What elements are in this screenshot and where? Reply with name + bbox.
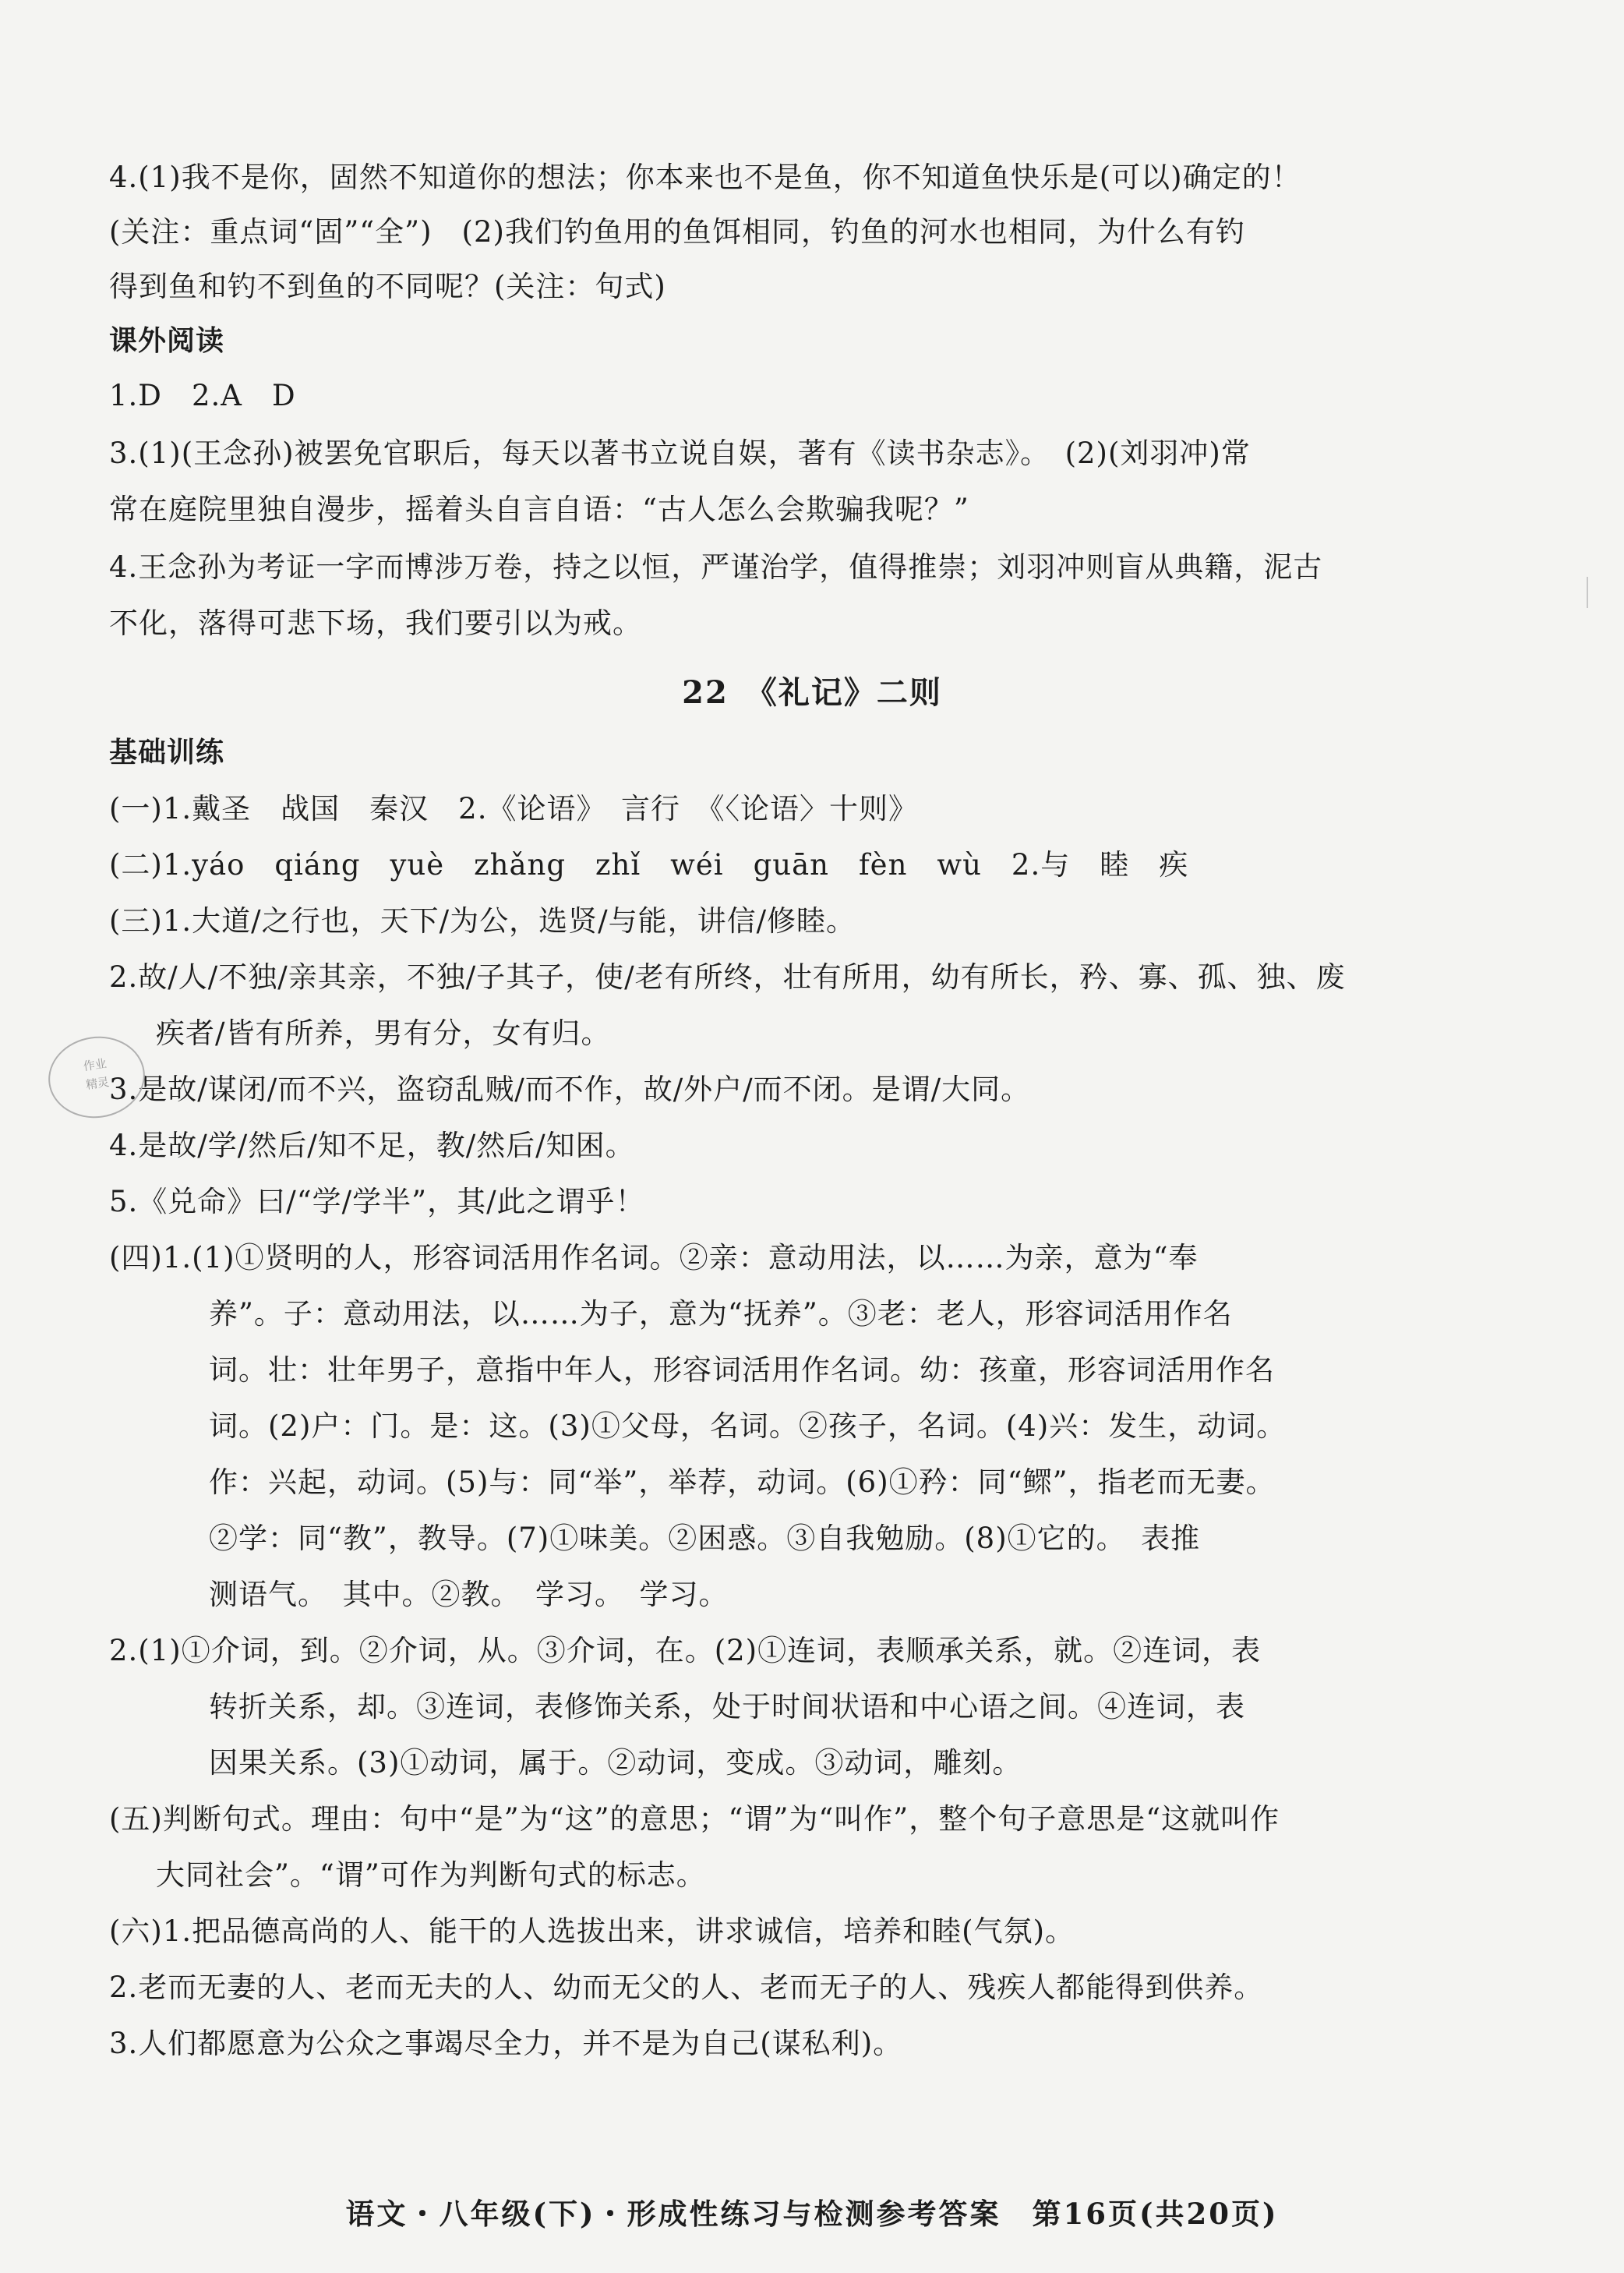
answer-line: (六)1.把品德高尚的人、能干的人选拔出来，讲求诚信，培养和睦(气氛)。 <box>109 1914 1075 1948</box>
answer-line: 养”。子：意动用法，以……为子，意为“抚养”。③老：老人，形容词活用作名 <box>209 1297 1233 1331</box>
answer-line: 测语气。 其中。②教。 学习。 学习。 <box>209 1578 729 1611</box>
answer-line: 得到鱼和钓不到鱼的不同呢？(关注：句式) <box>109 270 666 303</box>
answer-line: 4.是故/学/然后/知不足，教/然后/知困。 <box>109 1129 635 1162</box>
answer-line: 2.故/人/不独/亲其亲，不独/子其子，使/老有所终，壮有所用，幼有所长，矜、寡、孤、独、废 <box>109 960 1346 994</box>
answer-line: 2.(1)①介词，到。②介词，从。③介词，在。(2)①连词，表顺承关系，就。②连词，表 <box>109 1634 1262 1667</box>
lesson-title: 22 《礼记》二则 <box>682 674 942 711</box>
watermark-stamp <box>43 1030 150 1124</box>
answer-line: 3.(1)(王念孙)被罢免官职后，每天以著书立说自娱，著有《读书杂志》。 (2)(刘羽冲)常 <box>109 437 1251 470</box>
answer-line: 疾者/皆有所养，男有分，女有归。 <box>156 1016 611 1050</box>
answer-line: 词。壮：壮年男子，意指中年人，形容词活用作名词。幼：孩童，形容词活用作名 <box>209 1353 1275 1387</box>
answer-line: 作：兴起，动词。(5)与：同“举”，举荐，动词。(6)①矜：同“鳏”，指老而无妻。 <box>209 1465 1276 1499</box>
answer-line: (五)判断句式。理由：句中“是”为“这”的意思；“谓”为“叫作”，整个句子意思是“这就叫作 <box>109 1802 1280 1836</box>
answer-line: (四)1.(1)①贤明的人，形容词活用作名词。②亲：意动用法，以……为亲，意为“奉 <box>109 1241 1199 1274</box>
page-footer: 语文・八年级(下)・形成性练习与检测参考答案 第16页(共20页) <box>345 2197 1279 2231</box>
answer-line: (关注：重点词“固”“全”) (2)我们钓鱼用的鱼饵相同，钓鱼的河水也相同，为什么有钓 <box>109 215 1245 249</box>
answer-line: (三)1.大道/之行也，天下/为公，选贤/与能，讲信/修睦。 <box>109 904 856 938</box>
answer-line: 常在庭院里独自漫步，摇着头自言自语：“古人怎么会欺骗我呢？” <box>109 493 969 526</box>
answer-line: 3.人们都愿意为公众之事竭尽全力，并不是为自己(谋私利)。 <box>109 2027 903 2060</box>
answer-line: 词。(2)户：门。是：这。(3)①父母，名词。②孩子，名词。(4)兴：发生，动词。 <box>209 1409 1287 1443</box>
answer-line: 4.(1)我不是你，固然不知道你的想法；你本来也不是鱼，你不知道鱼快乐是(可以)确定的！ <box>109 161 1301 194</box>
stamp-text: 精灵 <box>84 1074 111 1092</box>
section-heading-extracurricular: 课外阅读 <box>109 325 225 357</box>
scan-mark <box>1587 577 1588 608</box>
answer-line: 5.《兑命》曰/“学/学半”，其/此之谓乎！ <box>109 1185 645 1218</box>
answer-line: 转折关系，却。③连词，表修饰关系，处于时间状语和中心语之间。④连词，表 <box>209 1690 1245 1723</box>
answer-line: (二)1.yáo qiáng yuè zhǎng zhǐ wéi guān fèn wù 2.与 睦 疾 <box>109 848 1189 882</box>
answer-line: 因果关系。(3)①动词，属于。②动词，变成。③动词，雕刻。 <box>209 1746 1022 1780</box>
answer-line: 1.D 2.A D <box>109 379 296 412</box>
stamp-text: 作业 <box>82 1056 108 1074</box>
answer-line: 不化，落得可悲下场，我们要引以为戒。 <box>109 606 642 640</box>
answer-line: 大同社会”。“谓”可作为判断句式的标志。 <box>156 1858 706 1892</box>
answer-line: 4.王念孙为考证一字而博涉万卷，持之以恒，严谨治学，值得推崇；刘羽冲则盲从典籍，泥古 <box>109 550 1323 584</box>
answer-line: ②学：同“教”，教导。(7)①味美。②困惑。③自我勉励。(8)①它的。 表推 <box>209 1522 1201 1555</box>
answer-line: (一)1.戴圣 战国 秦汉 2.《论语》 言行 《〈论语〉十则》 <box>109 792 918 825</box>
answer-line: 3.是故/谋闭/而不兴，盗窃乱贼/而不作，故/外户/而不闭。是谓/大同。 <box>109 1073 1031 1106</box>
answer-line: 2.老而无妻的人、老而无夫的人、幼而无父的人、老而无子的人、残疾人都能得到供养。 <box>109 1971 1264 2004</box>
section-heading-basic-training: 基础训练 <box>109 737 225 769</box>
